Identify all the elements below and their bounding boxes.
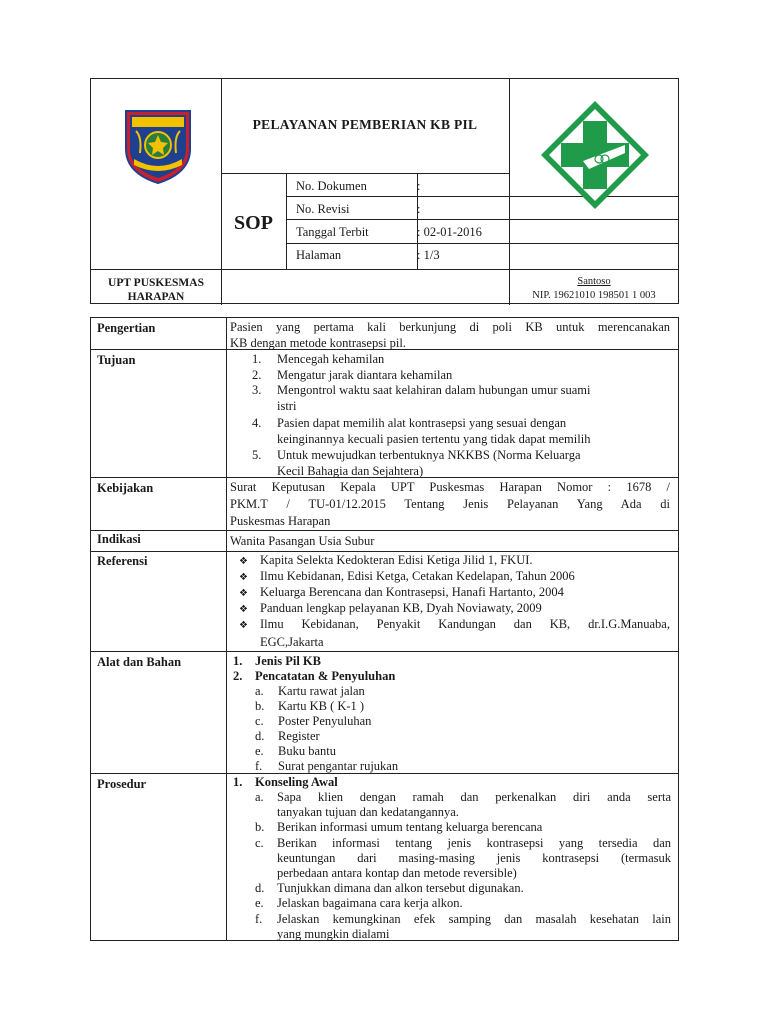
tujuan-item-3-line-2: istri — [277, 399, 297, 413]
alat-bahan-number-2: 2. — [233, 669, 243, 683]
tujuan-item-5-line-1: Untuk mewujudkan terbentuknya NKKBS (Norma Keluarga — [277, 448, 581, 462]
bullet-diamond-icon: ❖ — [239, 572, 248, 583]
prosedur-b-line-1: Berikan informasi umum tentang keluarga berencana — [277, 820, 543, 834]
alat-bahan-number-1: 1. — [233, 654, 243, 668]
referensi-item-1: Kapita Selekta Kedokteran Edisi Ketiga Jilid 1, FKUI. — [260, 553, 533, 567]
prosedur-label: Prosedur — [97, 777, 147, 791]
referensi-item-3: Keluarga Berencana dan Kontrasepsi, Hanafi Hartanto, 2004 — [260, 585, 564, 599]
regency-emblem-logo — [91, 79, 221, 269]
alat-bahan-label: Alat dan Bahan — [97, 655, 182, 669]
prosedur-letter: e. — [255, 896, 264, 910]
bullet-diamond-icon: ❖ — [239, 588, 248, 599]
alat-bahan-letter: b. — [255, 699, 265, 713]
tujuan-item-4-line-2: keinginannya kecuali pasien tertentu yang tidak dapat memilih — [277, 432, 591, 446]
signatory-nip: NIP. 19621010 198501 1 003 — [532, 290, 656, 301]
signatory-name: Santoso — [577, 276, 611, 287]
page-value: : 1/3 — [417, 248, 440, 262]
institution-line-2: HARAPAN — [127, 291, 185, 303]
tujuan-item-4-line-1: Pasien dapat memilih alat kontrasepsi yang sesuai dengan — [277, 416, 567, 430]
kebijakan-label: Kebijakan — [97, 481, 154, 495]
prosedur-d-line-1: Tunjukkan dimana dan alkon tersebut digunakan. — [277, 881, 524, 895]
prosedur-a-line-2: tanyakan tujuan dan kedatangannya. — [277, 805, 459, 819]
bullet-diamond-icon: ❖ — [239, 604, 248, 615]
revision-label: No. Revisi — [296, 202, 350, 216]
alat-bahan-item: Kartu KB ( K-1 ) — [278, 699, 365, 713]
alat-bahan-heading-1: Jenis Pil KB — [255, 654, 321, 668]
prosedur-heading-1: Konseling Awal — [255, 775, 338, 789]
tujuan-number-3: 3. — [252, 383, 262, 397]
prosedur-number-1: 1. — [233, 775, 243, 789]
tujuan-item-3-line-1: Mengontrol waktu saat kelahiran dalam hubungan umur suami — [277, 383, 591, 397]
alat-bahan-letter: e. — [255, 744, 264, 758]
alat-bahan-item: Kartu rawat jalan — [278, 684, 365, 698]
tujuan-item-1: Mencegah kehamilan — [277, 352, 385, 366]
revision-value: : — [417, 202, 421, 216]
kemenkes-logo — [539, 99, 651, 216]
institution-line-1: UPT PUSKESMAS — [108, 277, 204, 289]
doc-number-value: : — [417, 179, 421, 193]
alat-bahan-item: Surat pengantar rujukan — [278, 759, 399, 773]
tujuan-label: Tujuan — [97, 353, 136, 367]
indikasi-text: Wanita Pasangan Usia Subur — [230, 534, 375, 548]
pengertian-line-1: Pasien yang pertama kali berkunjung di poli KB untuk merencanakan — [230, 320, 670, 334]
kebijakan-line-1: Surat Keputusan Kepala UPT Puskesmas Harapan Nomor : 1678 / — [230, 480, 670, 494]
bullet-diamond-icon: ❖ — [239, 620, 248, 631]
issue-date-label: Tanggal Terbit — [296, 225, 369, 239]
prosedur-c-line-3: perbedaan antara kontap dan metode reversible) — [277, 866, 517, 880]
tujuan-number-4: 4. — [252, 416, 262, 430]
bullet-diamond-icon: ❖ — [239, 556, 248, 567]
prosedur-c-line-2: keuntungan dari masing-masing jenis kontrasepsi (termasuk — [277, 851, 671, 865]
prosedur-f-line-1: Jelaskan kemungkinan efek samping dan masalah kesehatan lain — [277, 912, 671, 926]
prosedur-letter: c. — [255, 836, 264, 850]
doc-number-label: No. Dokumen — [296, 179, 367, 193]
tujuan-number-5: 5. — [252, 448, 262, 462]
alat-bahan-item: Register — [278, 729, 320, 743]
alat-bahan-letter: f. — [255, 759, 263, 773]
prosedur-letter: a. — [255, 790, 264, 804]
tujuan-number-2: 2. — [252, 368, 262, 382]
alat-bahan-heading-2: Pencatatan & Penyuluhan — [255, 669, 396, 683]
prosedur-letter: f. — [255, 912, 263, 926]
tujuan-number-1: 1. — [252, 352, 262, 366]
page-label: Halaman — [296, 248, 342, 262]
alat-bahan-item: Poster Penyuluhan — [278, 714, 372, 728]
pengertian-label: Pengertian — [97, 321, 156, 335]
alat-bahan-letter: d. — [255, 729, 265, 743]
kebijakan-line-3: Puskesmas Harapan — [230, 514, 331, 528]
referensi-item-4: Panduan lengkap pelayanan KB, Dyah Noviawaty, 2009 — [260, 601, 542, 615]
referensi-item-5-line-2: EGC,Jakarta — [260, 635, 324, 649]
prosedur-letter: b. — [255, 820, 265, 834]
referensi-label: Referensi — [97, 554, 148, 568]
sop-label: SOP — [234, 212, 273, 234]
document-title: PELAYANAN PEMBERIAN KB PIL — [252, 117, 478, 132]
tujuan-item-2: Mengatur jarak diantara kehamilan — [277, 368, 453, 382]
sop-header-table — [90, 78, 679, 304]
alat-bahan-letter: a. — [255, 684, 264, 698]
prosedur-e-line-1: Jelaskan bagaimana cara kerja alkon. — [277, 896, 463, 910]
issue-date-value: : 02-01-2016 — [417, 225, 482, 239]
tujuan-item-5-line-2: Kecil Bahagia dan Sejahtera) — [277, 464, 424, 478]
alat-bahan-item: Buku bantu — [278, 744, 336, 758]
institution-name — [91, 276, 221, 304]
prosedur-letter: d. — [255, 881, 265, 895]
referensi-item-5-line-1: Ilmu Kebidanan, Penyakit Kandungan dan KB, dr.I.G.Manuaba, — [260, 617, 670, 631]
kebijakan-line-2: PKM.T / TU-01/12.2015 Tentang Jenis Pelayanan Yang Ada di — [230, 497, 670, 511]
pengertian-line-2: KB dengan metode kontrasepsi pil. — [230, 336, 407, 350]
sop-content-table — [90, 317, 679, 941]
prosedur-c-line-1: Berikan informasi tentang jenis kontrasepsi yang tersedia dan — [277, 836, 671, 850]
prosedur-f-line-2: yang mungkin dialami — [277, 927, 390, 941]
referensi-item-2: Ilmu Kebidanan, Edisi Ketga, Cetakan Kedelapan, Tahun 2006 — [260, 569, 575, 583]
prosedur-a-line-1: Sapa klien dengan ramah dan perkenalkan diri anda serta — [277, 790, 671, 804]
alat-bahan-letter: c. — [255, 714, 264, 728]
indikasi-label: Indikasi — [97, 532, 141, 546]
